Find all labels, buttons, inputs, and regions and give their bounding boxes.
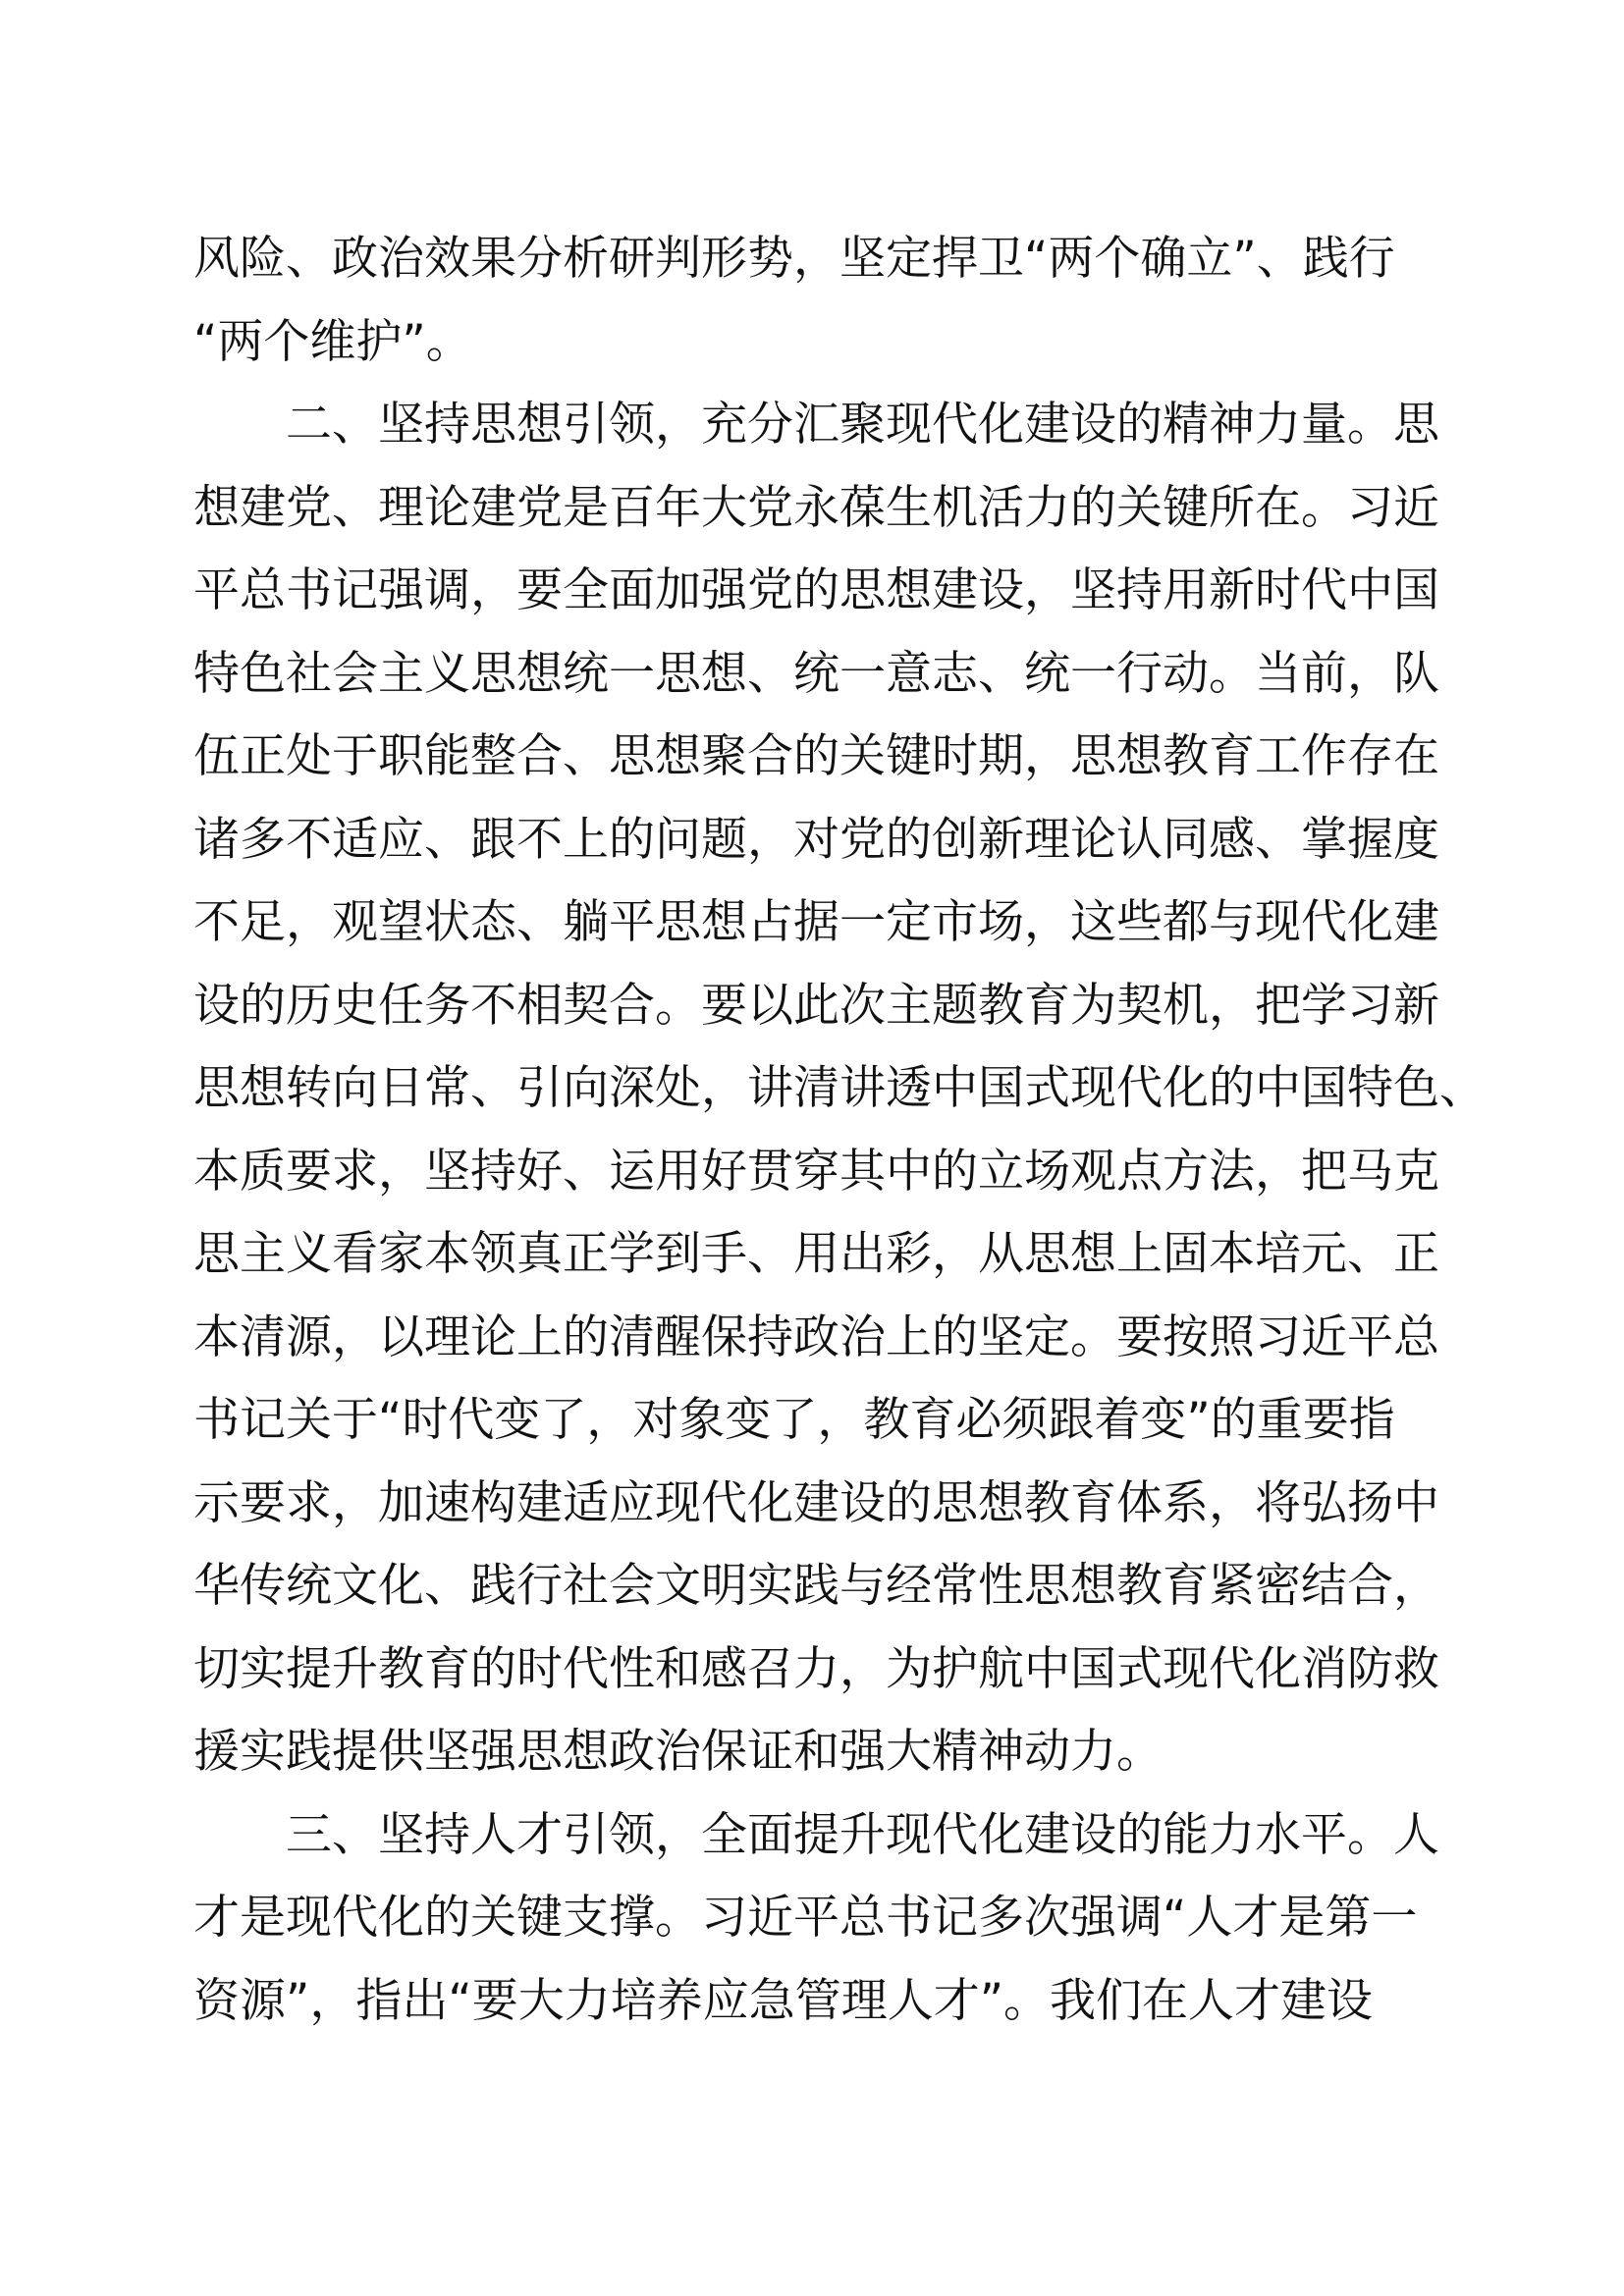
text-line: 平总书记强调，要全面加强党的思想建设，坚持用新时代中国 xyxy=(193,563,1439,617)
text-line: 不足，观望状态、躺平思想占据一定市场，这些都与现代化建 xyxy=(193,895,1439,949)
paragraph xyxy=(193,218,1395,384)
text-line: 资源”，指出“要大力培养应急管理人才”。我们在人才建设 xyxy=(193,1973,1374,2028)
text-line: 思想转向日常、引向深处，讲清讲透中国式现代化的中国特色、 xyxy=(193,1061,1486,1115)
text-line: 设的历史任务不相契合。要以此次主题教育为契机，把学习新 xyxy=(193,978,1439,1033)
paragraph xyxy=(193,384,1486,1794)
text-line: 伍正处于职能整合、思想聚合的关键时期，思想教育工作存在 xyxy=(193,729,1439,783)
text-line: 想建党、理论建党是百年大党永葆生机活力的关键所在。习近 xyxy=(193,480,1439,535)
text-line: 本清源，以理论上的清醒保持政治上的坚定。要按照习近平总 xyxy=(193,1309,1439,1364)
text-line: 二、坚持思想引领，充分汇聚现代化建设的精神力量。思 xyxy=(286,398,1439,452)
text-line: 才是现代化的关键支撑。习近平总书记多次强调“人才是第一 xyxy=(193,1891,1418,1945)
text-line: “两个维护”。 xyxy=(193,314,472,369)
text-line: 特色社会主义思想统一思想、统一意志、统一行动。当前，队 xyxy=(193,646,1439,701)
text-line: 风险、政治效果分析研判形势，坚定捍卫“两个确立”、践行 xyxy=(193,232,1395,286)
text-line: 诸多不适应、跟不上的问题，对党的创新理论认同感、掌握度 xyxy=(193,812,1439,867)
text-line: 华传统文化、践行社会文明实践与经常性思想教育紧密结合， xyxy=(193,1559,1439,1613)
document-body xyxy=(193,218,1486,2043)
text-line: 援实践提供坚强思想政治保证和强大精神动力。 xyxy=(193,1725,1163,1779)
paragraph xyxy=(193,1794,1439,2044)
text-line: 思主义看家本领真正学到手、用出彩，从思想上固本培元、正 xyxy=(193,1227,1439,1281)
text-line: 书记关于“时代变了，对象变了，教育必须跟着变”的重要指 xyxy=(193,1393,1395,1447)
text-line: 示要求，加速构建适应现代化建设的思想教育体系，将弘扬中 xyxy=(193,1475,1439,1530)
text-line: 三、坚持人才引领，全面提升现代化建设的能力水平。人 xyxy=(286,1807,1439,1862)
text-line: 切实提升教育的时代性和感召力，为护航中国式现代化消防救 xyxy=(193,1641,1439,1696)
text-line: 本质要求，坚持好、运用好贯穿其中的立场观点方法，把马克 xyxy=(193,1144,1439,1199)
